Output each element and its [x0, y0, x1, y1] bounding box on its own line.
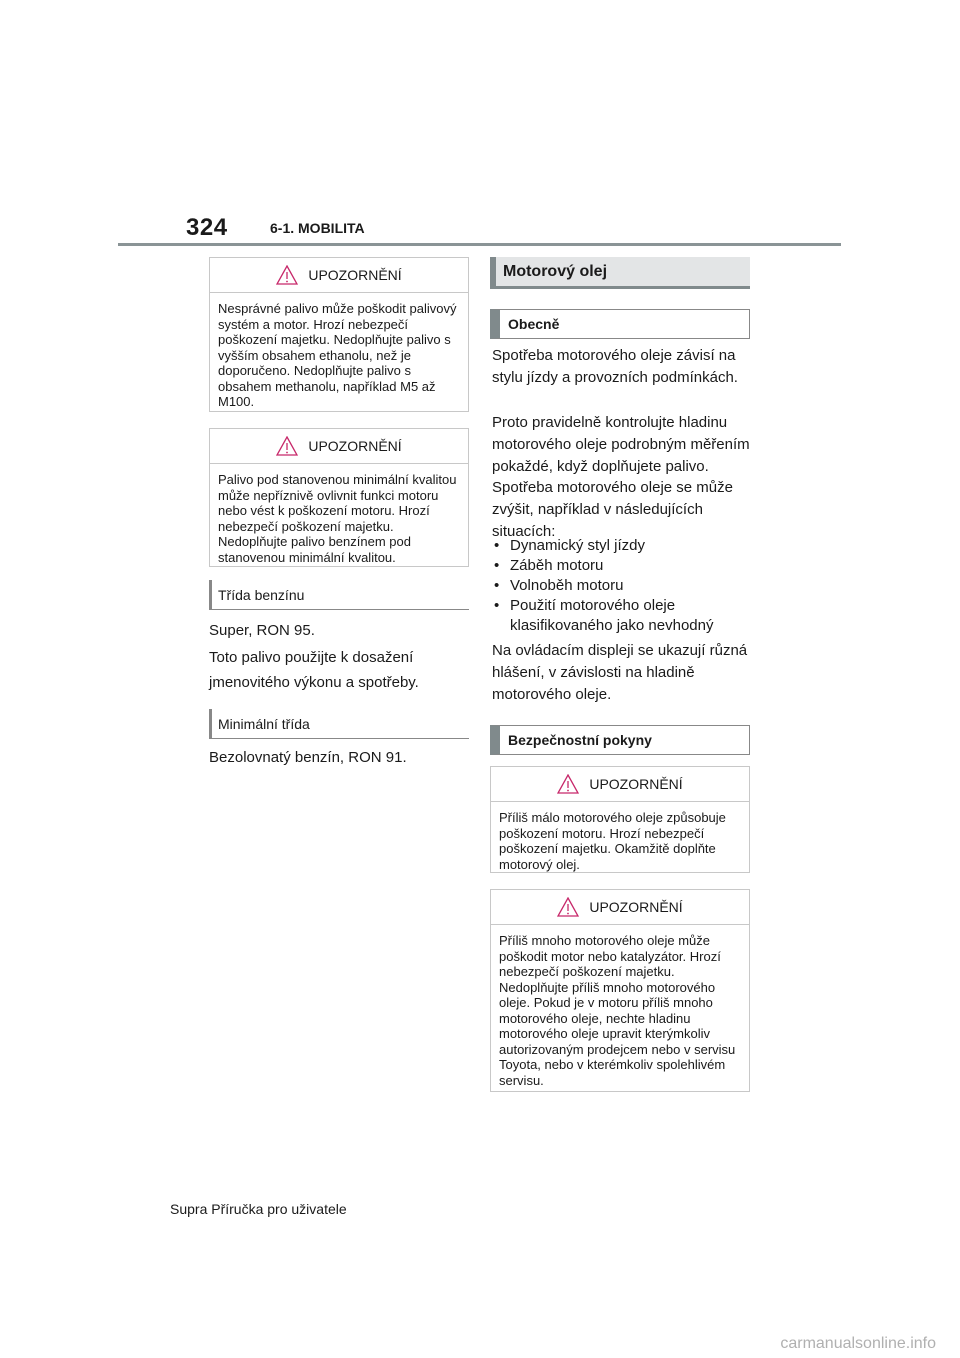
warning-title: UPOZORNĚNÍ: [308, 438, 402, 454]
watermark: carmanualsonline.info: [780, 1335, 936, 1352]
warning-triangle-icon: [276, 265, 298, 285]
warning-text: Palivo pod stanovenou minimální kvalitou může nepříznivě ovlivnit funkci motoru nebo vést k poškození motoru. Hrozí nebezpečí poškození majetku. Nedoplňujte palivo benzínem pod stanovenou minimální kvalitou.: [218, 472, 457, 565]
list-item: • Volnoběh motoru: [492, 576, 750, 596]
safety-heading: Bezpečnostní pokyny: [490, 725, 750, 755]
list-item: • Použití motorového oleje klasifikovaného jako nevhodný: [492, 596, 750, 636]
min-class-heading: Minimální třída: [209, 709, 469, 739]
warning-triangle-icon: [557, 897, 579, 917]
general-paragraph-4: Na ovládacím displeji se ukazují různá hlášení, v závislosti na hladině motorového oleje.: [492, 642, 748, 703]
warning-text: Příliš mnoho motorového oleje může poškodit motor nebo katalyzátor. Hrozí nebezpečí poškození majetku. Nedoplňujte příliš mnoho motorového oleje. Pokud je v motoru příliš mnoho motorového oleje, nechte hladinu motorového oleje upravit kterýmkoliv autorizovaným prodejcem nebo v servisu Toyota, nebo v kterémkoliv spolehlivém servisu.: [499, 933, 736, 1088]
fuel-class-description: Toto palivo použijte k dosažení jmenovitého výkonu a spotřeby.: [209, 649, 419, 691]
warning-box-quality: [209, 428, 469, 567]
warning-box-too-much-oil: [490, 889, 750, 1092]
warning-title: UPOZORNĚNÍ: [308, 267, 402, 283]
warning-title: UPOZORNĚNÍ: [589, 899, 683, 915]
warning-header: [491, 890, 749, 925]
warning-header: [210, 429, 468, 464]
list-item: • Dynamický styl jízdy: [492, 536, 750, 556]
fuel-class-heading: Třída benzínu: [209, 580, 469, 610]
warning-text: Příliš málo motorového oleje způsobuje poškození motoru. Hrozí nebezpečí poškození majetku. Okamžitě doplňte motorový olej.: [499, 810, 726, 872]
warning-header: [491, 767, 749, 802]
warning-triangle-icon: [276, 436, 298, 456]
section-title: 6-1. MOBILITA: [270, 220, 365, 236]
warning-box-fuel: [209, 257, 469, 412]
general-paragraph-3: Spotřeba motorového oleje se může zvýšit, například v následujících situacích:: [492, 479, 733, 540]
page-number: 324: [186, 214, 228, 241]
warning-box-low-oil: [490, 766, 750, 873]
warning-triangle-icon: [557, 774, 579, 794]
general-heading: Obecně: [490, 309, 750, 339]
general-paragraph-1: Spotřeba motorového oleje závisí na stylu jízdy a provozních podmínkách.: [492, 347, 738, 386]
header-rule: [118, 243, 841, 246]
general-paragraph-2: Proto pravidelně kontrolujte hladinu motorového oleje podrobným měřením pokaždé, když doplňujete palivo.: [492, 414, 750, 475]
footer-text: Supra Příručka pro uživatele: [170, 1201, 347, 1217]
list-item: • Záběh motoru: [492, 556, 750, 576]
oil-consumption-list: [492, 536, 750, 636]
engine-oil-heading: Motorový olej: [490, 257, 750, 289]
warning-title: UPOZORNĚNÍ: [589, 776, 683, 792]
fuel-class-value: Super, RON 95.: [209, 622, 315, 639]
warning-header: [210, 258, 468, 293]
warning-text: Nesprávné palivo může poškodit palivový systém a motor. Hrozí nebezpečí poškození majetku. Nedoplňujte palivo s vyšším obsahem ethanolu, než je doporučeno. Nedoplňujte palivo s obsahem methanolu, například M5 až M100.: [218, 301, 457, 409]
min-class-value: Bezolovnatý benzín, RON 91.: [209, 749, 407, 766]
